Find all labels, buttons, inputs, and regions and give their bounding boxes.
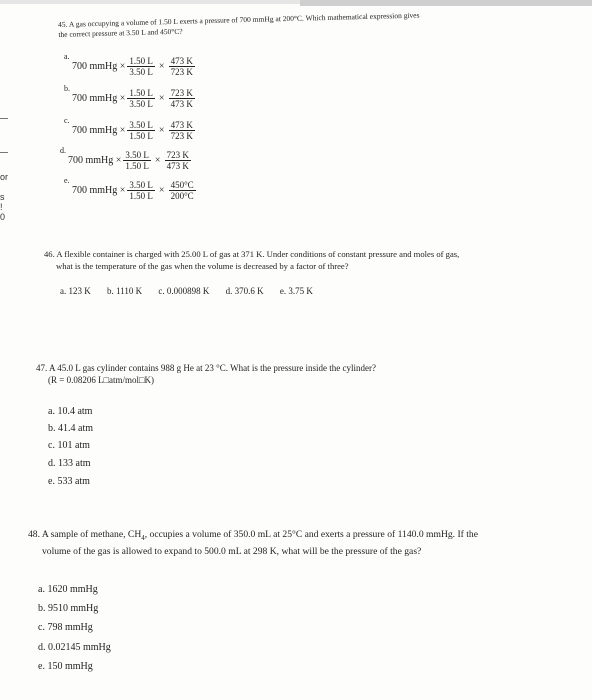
volume-denominator: 1.50 L [129, 191, 153, 201]
volume-denominator: 1.50 L [129, 131, 153, 141]
volume-numerator: 3.50 L [129, 180, 153, 190]
q46-answers [60, 286, 327, 296]
top-bar [300, 0, 592, 6]
q48-stem [28, 528, 478, 559]
q45-option-d[interactable] [60, 146, 191, 171]
pressure-term: 700 mmHg × [72, 185, 126, 196]
volume-numerator: 3.50 L [125, 150, 149, 160]
temperature-denominator: 200°C [170, 191, 194, 201]
temperature-numerator: 473 K [170, 56, 193, 66]
q45-stem-line2: the correct pressure at 3.50 L and 450°C? [58, 26, 183, 39]
temperature-numerator: 473 K [170, 120, 193, 130]
q46-answer-a[interactable]: a. 123 K [60, 286, 91, 296]
option-letter: c. [64, 116, 70, 125]
volume-numerator: 1.50 L [129, 56, 153, 66]
option-letter: b. [64, 84, 70, 93]
multiply-sign: × [154, 155, 161, 166]
q48-line1 [28, 528, 478, 545]
temperature-numerator: 723 K [170, 88, 193, 98]
multiply-sign: × [158, 185, 165, 196]
edge-fragment: s [0, 192, 5, 202]
q47-stem [36, 362, 376, 386]
multiply-sign: × [158, 61, 165, 72]
q47-answer-c[interactable]: c. 101 atm [48, 440, 90, 451]
volume-denominator: 3.50 L [129, 67, 153, 77]
q45-stem [58, 11, 420, 40]
multiply-sign: × [158, 93, 165, 104]
edge-line [0, 152, 8, 153]
q48-answer-d[interactable]: d. 0.02145 mmHg [38, 642, 111, 653]
q46-line2: what is the temperature of the gas when the volume is decreased by a factor of three? [56, 261, 349, 271]
q48-answer-a[interactable]: a. 1620 mmHg [38, 584, 98, 595]
q46-answer-d[interactable]: d. 370.6 K [225, 286, 264, 296]
q48-line2: volume of the gas is allowed to expand to 500.0 mL at 298 K, what will be the pressure of the gas? [42, 545, 422, 557]
temperature-denominator: 473 K [170, 99, 193, 109]
edge-fragment: or [0, 172, 9, 182]
q48-answer-e[interactable]: e. 150 mmHg [38, 661, 93, 672]
volume-denominator: 1.50 L [125, 161, 149, 171]
edge-fragment: ! [0, 202, 3, 212]
pressure-term: 700 mmHg × [68, 155, 122, 166]
edge-line [0, 118, 8, 119]
q45-stem-line1: 45. A gas occupying a volume of 1.50 L exerts a pressure of 700 mmHg at 200°C. Which mathematical expression gives [58, 10, 420, 29]
pressure-term: 700 mmHg × [72, 125, 126, 136]
q48-answer-c[interactable]: c. 798 mmHg [38, 622, 93, 633]
q47-answer-a[interactable]: a. 10.4 atm [48, 406, 93, 417]
temperature-denominator: 723 K [170, 67, 193, 77]
option-letter: e. [64, 176, 70, 185]
volume-numerator: 1.50 L [129, 88, 153, 98]
q46-stem [44, 248, 459, 272]
option-letter: d. [60, 146, 66, 155]
pressure-term: 700 mmHg × [72, 61, 126, 72]
multiply-sign: × [158, 125, 165, 136]
option-letter: a. [64, 52, 70, 61]
q45-option-b[interactable] [64, 84, 195, 109]
q48-line1-part1: 48. A sample of methane, CH [28, 529, 142, 540]
pressure-term: 700 mmHg × [72, 93, 126, 104]
temperature-denominator: 473 K [166, 161, 189, 171]
q47-line1: 47. A 45.0 L gas cylinder contains 988 g He at 23 °C. What is the pressure inside the cylinder? [36, 363, 377, 373]
q46-answer-c[interactable]: c. 0.000898 K [158, 286, 210, 296]
q46-line1: 46. A flexible container is charged with 25.00 L of gas at 371 K. Under conditions of constant pressure and moles of gas, [44, 249, 460, 259]
q48-subscript: 4 [141, 533, 145, 542]
temperature-numerator: 723 K [166, 150, 189, 160]
temperature-numerator: 450°C [170, 180, 194, 190]
volume-numerator: 3.50 L [129, 120, 153, 130]
q46-answer-e[interactable]: e. 3.75 K [279, 286, 313, 296]
temperature-denominator: 723 K [170, 131, 193, 141]
q45-option-c[interactable] [64, 116, 195, 141]
q47-line2: (R = 0.08206 L□atm/mol□K) [48, 375, 154, 385]
edge-fragment: 0 [0, 212, 6, 222]
q45-option-a[interactable] [64, 52, 195, 77]
q47-answer-e[interactable]: e. 533 atm [48, 476, 90, 487]
q45-option-e[interactable] [64, 176, 196, 201]
q47-answer-b[interactable]: b. 41.4 atm [48, 423, 93, 434]
q46-answer-b[interactable]: b. 1110 K [107, 286, 143, 296]
q48-line1-part2: , occupies a volume of 350.0 mL at 25°C and exerts a pressure of 1140.0 mmHg. If the [144, 529, 478, 540]
q47-answer-d[interactable]: d. 133 atm [48, 458, 91, 469]
volume-denominator: 3.50 L [129, 99, 153, 109]
q48-answer-b[interactable]: b. 9510 mmHg [38, 603, 99, 614]
